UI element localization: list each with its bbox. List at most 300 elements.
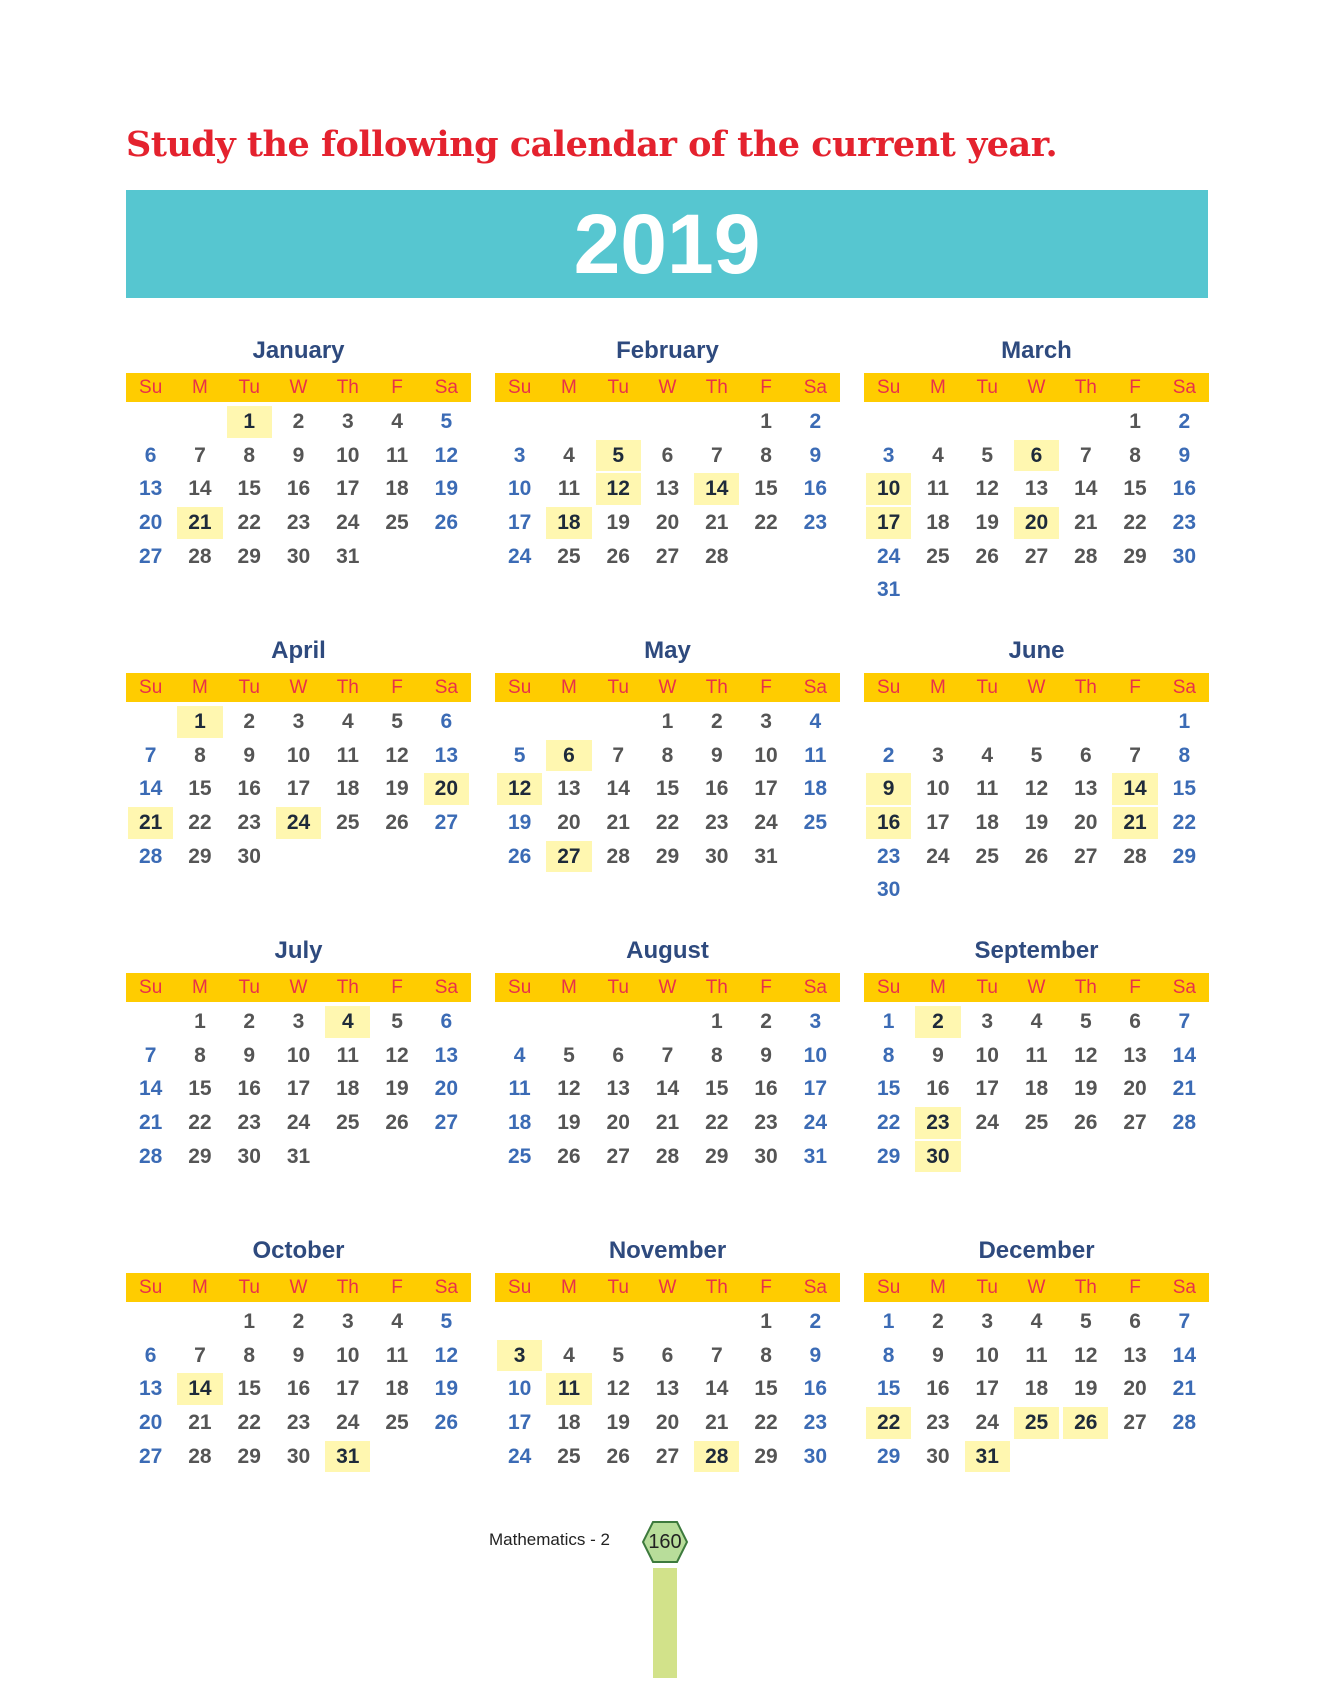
day-cell: 14: [1172, 1343, 1197, 1367]
day-cell: 11: [385, 1343, 409, 1367]
day-cell: 4: [563, 443, 575, 467]
day-cell: 6: [144, 443, 157, 467]
day-cell: 30: [237, 844, 261, 868]
day-cell: 22: [655, 810, 680, 834]
weekday-label: W: [1027, 977, 1046, 998]
weekday-label: Sa: [1172, 377, 1196, 398]
weekday-header: [495, 1273, 840, 1302]
day-cell: 20: [655, 510, 680, 534]
day-cell: 25: [385, 510, 409, 534]
day-cell: 10: [926, 777, 950, 801]
day-cell: 26: [507, 844, 532, 868]
empty-cell: [913, 705, 962, 739]
day-cell: 19: [557, 1110, 581, 1134]
day-cell: 13: [606, 1077, 630, 1101]
weekday-label: Tu: [238, 1277, 260, 1298]
weekday-label: W: [289, 977, 308, 998]
month-name: May: [644, 637, 691, 664]
day-cell: 17: [803, 1077, 828, 1101]
day-cell: 1: [243, 1309, 256, 1333]
day-cell: 3: [497, 1340, 542, 1372]
weekday-header: [495, 673, 840, 702]
day-cell: 22: [876, 1110, 901, 1134]
day-cell: 14: [694, 473, 739, 505]
day-cell: 8: [882, 1043, 895, 1067]
day-cell: 26: [1074, 1110, 1098, 1134]
weekday-label: Sa: [1172, 677, 1196, 698]
month-name: July: [274, 937, 323, 964]
day-cell: 4: [325, 1006, 370, 1038]
day-cell: 19: [385, 777, 409, 801]
day-cell: 6: [440, 709, 453, 733]
day-cell: 23: [876, 844, 901, 868]
weekday-label: W: [289, 1277, 308, 1298]
days-grid: [864, 1005, 1209, 1173]
weekday-label: Tu: [238, 677, 260, 698]
day-cell: 16: [926, 1377, 950, 1401]
day-cell: 13: [1123, 1043, 1147, 1067]
month-may: [495, 630, 840, 894]
day-cell: 5: [981, 443, 994, 467]
day-cell: 10: [336, 1343, 360, 1367]
day-cell: 27: [1024, 544, 1049, 568]
day-cell: 7: [1129, 743, 1141, 767]
day-cell: 18: [557, 1410, 581, 1434]
page-heading: Study the following calendar of the current year.: [126, 124, 1058, 165]
weekday-label: M: [561, 977, 577, 998]
day-cell: 11: [1025, 1343, 1048, 1367]
day-cell: 29: [188, 1144, 212, 1168]
month-november: [495, 1230, 840, 1494]
weekday-label: W: [658, 377, 677, 398]
footer-book-label: Mathematics - 2: [489, 1530, 610, 1549]
month-december: [864, 1230, 1209, 1494]
day-cell: 15: [188, 777, 212, 801]
day-cell: 29: [237, 1444, 261, 1468]
day-cell: 31: [325, 1441, 370, 1473]
day-cell: 7: [1079, 443, 1092, 467]
weekday-label: Sa: [803, 1277, 827, 1298]
empty-cell: [175, 405, 224, 439]
day-cell: 19: [1024, 810, 1049, 834]
day-cell: 31: [965, 1441, 1010, 1473]
day-cell: 3: [760, 709, 772, 733]
weekday-label: Sa: [434, 677, 458, 698]
weekday-label: W: [1027, 377, 1046, 398]
day-cell: 29: [1123, 544, 1147, 568]
day-cell: 30: [915, 1141, 960, 1173]
day-cell: 16: [803, 1377, 828, 1401]
day-cell: 4: [1030, 1009, 1043, 1033]
weekday-label: Th: [336, 1277, 359, 1298]
day-cell: 15: [876, 1377, 901, 1401]
day-cell: 14: [1112, 773, 1157, 805]
day-cell: 2: [932, 1309, 944, 1333]
day-cell: 9: [1178, 443, 1191, 467]
day-cell: 19: [507, 810, 532, 834]
day-cell: 1: [882, 1309, 895, 1333]
day-cell: 13: [1074, 777, 1098, 801]
day-cell: 18: [336, 1077, 360, 1101]
empty-cell: [1061, 705, 1110, 739]
day-cell: 11: [804, 743, 827, 767]
empty-cell: [643, 1305, 692, 1339]
day-cell: 2: [710, 709, 723, 733]
day-cell: 10: [866, 473, 911, 505]
day-cell: 13: [138, 1377, 163, 1401]
day-cell: 9: [809, 443, 822, 467]
day-cell: 15: [754, 477, 778, 501]
day-cell: 29: [1172, 844, 1197, 868]
day-cell: 12: [557, 1077, 581, 1101]
weekday-header: [864, 673, 1209, 702]
day-cell: 24: [975, 1410, 999, 1434]
day-cell: 12: [596, 473, 641, 505]
weekday-label: Th: [705, 677, 728, 698]
day-cell: 24: [975, 1110, 999, 1134]
day-cell: 10: [286, 1043, 311, 1067]
month-name: August: [626, 937, 709, 964]
day-cell: 19: [606, 510, 630, 534]
empty-cell: [126, 705, 175, 739]
day-cell: 25: [803, 810, 828, 834]
day-cell: 31: [286, 1144, 311, 1168]
day-cell: 5: [440, 409, 453, 433]
day-cell: 18: [385, 1377, 409, 1401]
day-cell: 25: [557, 1444, 581, 1468]
empty-cell: [594, 1005, 643, 1039]
day-cell: 7: [144, 1043, 157, 1067]
day-cell: 19: [434, 1377, 459, 1401]
day-cell: 24: [803, 1110, 828, 1134]
month-october: [126, 1230, 471, 1494]
day-cell: 6: [1129, 1009, 1141, 1033]
weekday-label: Su: [508, 1277, 532, 1298]
empty-cell: [1110, 705, 1159, 739]
day-cell: 4: [391, 409, 403, 433]
day-cell: 1: [177, 706, 222, 738]
day-cell: 7: [1178, 1309, 1191, 1333]
day-cell: 10: [336, 443, 360, 467]
day-cell: 1: [1178, 709, 1191, 733]
day-cell: 1: [760, 1309, 772, 1333]
day-cell: 5: [513, 743, 526, 767]
empty-cell: [1012, 705, 1061, 739]
day-cell: 25: [336, 1110, 360, 1134]
day-cell: 10: [975, 1043, 999, 1067]
weekday-label: M: [192, 1277, 208, 1298]
month-july: [126, 930, 471, 1194]
weekday-label: Su: [508, 377, 532, 398]
weekday-label: M: [561, 377, 577, 398]
day-cell: 6: [440, 1009, 453, 1033]
weekday-label: F: [1129, 677, 1141, 698]
day-cell: 9: [932, 1043, 944, 1067]
weekday-label: Su: [877, 1277, 901, 1298]
day-cell: 21: [606, 810, 630, 834]
weekday-label: Sa: [1172, 977, 1196, 998]
empty-cell: [864, 705, 913, 739]
day-cell: 30: [926, 1444, 950, 1468]
weekday-label: M: [192, 377, 208, 398]
weekday-label: M: [930, 977, 946, 998]
day-cell: 11: [976, 777, 999, 801]
day-cell: 22: [1172, 810, 1197, 834]
weekday-label: F: [391, 377, 403, 398]
day-cell: 8: [710, 1043, 723, 1067]
day-cell: 13: [557, 777, 581, 801]
day-cell: 14: [1172, 1043, 1197, 1067]
day-cell: 21: [138, 1110, 163, 1134]
day-cell: 23: [286, 1410, 311, 1434]
day-cell: 24: [754, 810, 778, 834]
weekday-label: Su: [139, 377, 163, 398]
day-cell: 26: [1024, 844, 1049, 868]
day-cell: 12: [434, 1343, 459, 1367]
weekday-label: Tu: [607, 1277, 629, 1298]
weekday-label: F: [1129, 377, 1141, 398]
month-name: April: [271, 637, 326, 664]
day-cell: 19: [1074, 1077, 1098, 1101]
day-cell: 7: [661, 1043, 674, 1067]
day-cell: 19: [1074, 1377, 1098, 1401]
day-cell: 12: [497, 773, 542, 805]
day-cell: 4: [391, 1309, 403, 1333]
day-cell: 18: [975, 810, 999, 834]
day-cell: 30: [286, 544, 311, 568]
day-cell: 27: [138, 1444, 163, 1468]
day-cell: 13: [434, 1043, 459, 1067]
day-cell: 11: [336, 1043, 359, 1067]
day-cell: 23: [926, 1410, 950, 1434]
day-cell: 1: [1129, 409, 1141, 433]
day-cell: 17: [866, 507, 911, 539]
day-cell: 17: [754, 777, 778, 801]
month-name: June: [1008, 637, 1065, 664]
day-cell: 8: [243, 1343, 256, 1367]
day-cell: 8: [882, 1343, 895, 1367]
day-cell: 23: [237, 1110, 261, 1134]
weekday-header: [126, 1273, 471, 1302]
day-cell: 3: [932, 743, 944, 767]
day-cell: 26: [606, 1444, 630, 1468]
weekday-label: Tu: [607, 377, 629, 398]
weekday-label: Sa: [803, 377, 827, 398]
empty-cell: [495, 1305, 544, 1339]
month-name: November: [608, 1237, 727, 1264]
day-cell: 13: [655, 477, 680, 501]
day-cell: 16: [286, 1377, 311, 1401]
day-cell: 8: [243, 443, 256, 467]
day-cell: 4: [809, 709, 822, 733]
day-cell: 7: [1178, 1009, 1191, 1033]
weekday-label: M: [930, 377, 946, 398]
day-cell: 3: [981, 1309, 994, 1333]
day-cell: 26: [434, 1410, 459, 1434]
day-cell: 1: [760, 409, 772, 433]
day-cell: 15: [705, 1077, 729, 1101]
weekday-label: Tu: [607, 977, 629, 998]
day-cell: 21: [188, 1410, 212, 1434]
day-cell: 22: [237, 510, 261, 534]
empty-cell: [913, 405, 962, 439]
weekday-label: M: [192, 977, 208, 998]
weekday-header: [126, 673, 471, 702]
day-cell: 2: [292, 409, 305, 433]
weekday-label: F: [391, 977, 403, 998]
weekday-label: W: [289, 377, 308, 398]
day-cell: 2: [809, 409, 822, 433]
day-cell: 10: [507, 477, 532, 501]
day-cell: 18: [926, 510, 950, 534]
day-cell: 25: [975, 844, 999, 868]
day-cell: 29: [655, 844, 680, 868]
day-cell: 7: [710, 1343, 723, 1367]
day-cell: 26: [975, 544, 999, 568]
day-cell: 16: [926, 1077, 950, 1101]
weekday-label: Th: [336, 377, 359, 398]
day-cell: 17: [975, 1077, 999, 1101]
day-cell: 18: [507, 1110, 532, 1134]
days-grid: [495, 1305, 840, 1473]
day-cell: 1: [882, 1009, 895, 1033]
day-cell: 27: [546, 841, 591, 873]
day-cell: 2: [243, 1009, 256, 1033]
day-cell: 17: [926, 810, 950, 834]
day-cell: 23: [803, 510, 828, 534]
day-cell: 15: [1172, 777, 1197, 801]
day-cell: 13: [1123, 1343, 1147, 1367]
day-cell: 22: [705, 1110, 729, 1134]
day-cell: 24: [336, 510, 360, 534]
day-cell: 30: [803, 1444, 828, 1468]
day-cell: 8: [194, 1043, 206, 1067]
empty-cell: [175, 1305, 224, 1339]
day-cell: 23: [1172, 510, 1197, 534]
days-grid: [864, 405, 1209, 607]
day-cell: 15: [188, 1077, 212, 1101]
weekday-label: F: [391, 1277, 403, 1298]
day-cell: 28: [1172, 1110, 1197, 1134]
day-cell: 29: [876, 1144, 901, 1168]
day-cell: 29: [705, 1144, 729, 1168]
empty-cell: [864, 405, 913, 439]
day-cell: 1: [194, 1009, 206, 1033]
day-cell: 27: [1123, 1110, 1147, 1134]
day-cell: 17: [507, 510, 532, 534]
day-cell: 19: [975, 510, 999, 534]
day-cell: 20: [606, 1110, 630, 1134]
day-cell: 26: [1063, 1407, 1108, 1439]
day-cell: 5: [1030, 743, 1043, 767]
days-grid: [495, 705, 840, 873]
weekday-label: Sa: [1172, 1277, 1196, 1298]
weekday-label: Su: [508, 977, 532, 998]
year-title: 2019: [573, 197, 761, 291]
day-cell: 25: [385, 1410, 409, 1434]
day-cell: 6: [546, 740, 591, 772]
weekday-label: W: [658, 1277, 677, 1298]
day-cell: 27: [1074, 844, 1098, 868]
day-cell: 26: [606, 544, 630, 568]
weekday-header: [126, 373, 471, 402]
day-cell: 31: [803, 1144, 828, 1168]
day-cell: 3: [292, 1009, 305, 1033]
day-cell: 3: [292, 709, 305, 733]
day-cell: 16: [286, 477, 311, 501]
day-cell: 22: [237, 1410, 261, 1434]
day-cell: 2: [1178, 409, 1191, 433]
weekday-label: Sa: [434, 377, 458, 398]
day-cell: 11: [557, 477, 581, 501]
day-cell: 15: [1123, 477, 1147, 501]
day-cell: 18: [803, 777, 828, 801]
day-cell: 10: [286, 743, 311, 767]
day-cell: 3: [809, 1009, 822, 1033]
day-cell: 5: [596, 440, 641, 472]
day-cell: 6: [661, 443, 674, 467]
day-cell: 20: [1123, 1077, 1147, 1101]
weekday-label: Tu: [976, 977, 998, 998]
day-cell: 20: [434, 1077, 459, 1101]
weekday-label: F: [391, 677, 403, 698]
day-cell: 15: [237, 1377, 261, 1401]
day-cell: 4: [513, 1043, 526, 1067]
day-cell: 21: [1112, 807, 1157, 839]
day-cell: 10: [754, 743, 778, 767]
day-cell: 10: [803, 1043, 828, 1067]
day-cell: 21: [705, 510, 729, 534]
empty-cell: [692, 405, 741, 439]
day-cell: 18: [1024, 1377, 1049, 1401]
weekday-label: Tu: [976, 377, 998, 398]
day-cell: 16: [237, 777, 261, 801]
weekday-label: Tu: [238, 377, 260, 398]
month-february: [495, 330, 840, 594]
day-cell: 20: [655, 1410, 680, 1434]
day-cell: 14: [138, 1077, 163, 1101]
day-cell: 16: [754, 1077, 778, 1101]
day-cell: 19: [385, 1077, 409, 1101]
day-cell: 12: [606, 1377, 630, 1401]
day-cell: 7: [144, 743, 157, 767]
days-grid: [495, 405, 840, 573]
day-cell: 27: [1123, 1410, 1147, 1434]
empty-cell: [643, 405, 692, 439]
weekday-label: Th: [1074, 977, 1097, 998]
day-cell: 1: [710, 1009, 723, 1033]
day-cell: 6: [1129, 1309, 1141, 1333]
day-cell: 14: [177, 1373, 222, 1405]
day-cell: 6: [1079, 743, 1092, 767]
day-cell: 30: [1172, 544, 1197, 568]
empty-cell: [544, 1005, 593, 1039]
weekday-label: F: [760, 977, 772, 998]
weekday-label: Su: [139, 677, 163, 698]
weekday-label: Th: [1074, 1277, 1097, 1298]
day-cell: 15: [237, 477, 261, 501]
day-cell: 21: [177, 507, 222, 539]
weekday-label: Su: [877, 977, 901, 998]
weekday-label: M: [930, 677, 946, 698]
day-cell: 6: [661, 1343, 674, 1367]
empty-cell: [963, 405, 1012, 439]
weekday-label: Th: [336, 977, 359, 998]
empty-cell: [1061, 405, 1110, 439]
day-cell: 22: [1123, 510, 1147, 534]
empty-cell: [594, 1305, 643, 1339]
day-cell: 21: [655, 1110, 680, 1134]
